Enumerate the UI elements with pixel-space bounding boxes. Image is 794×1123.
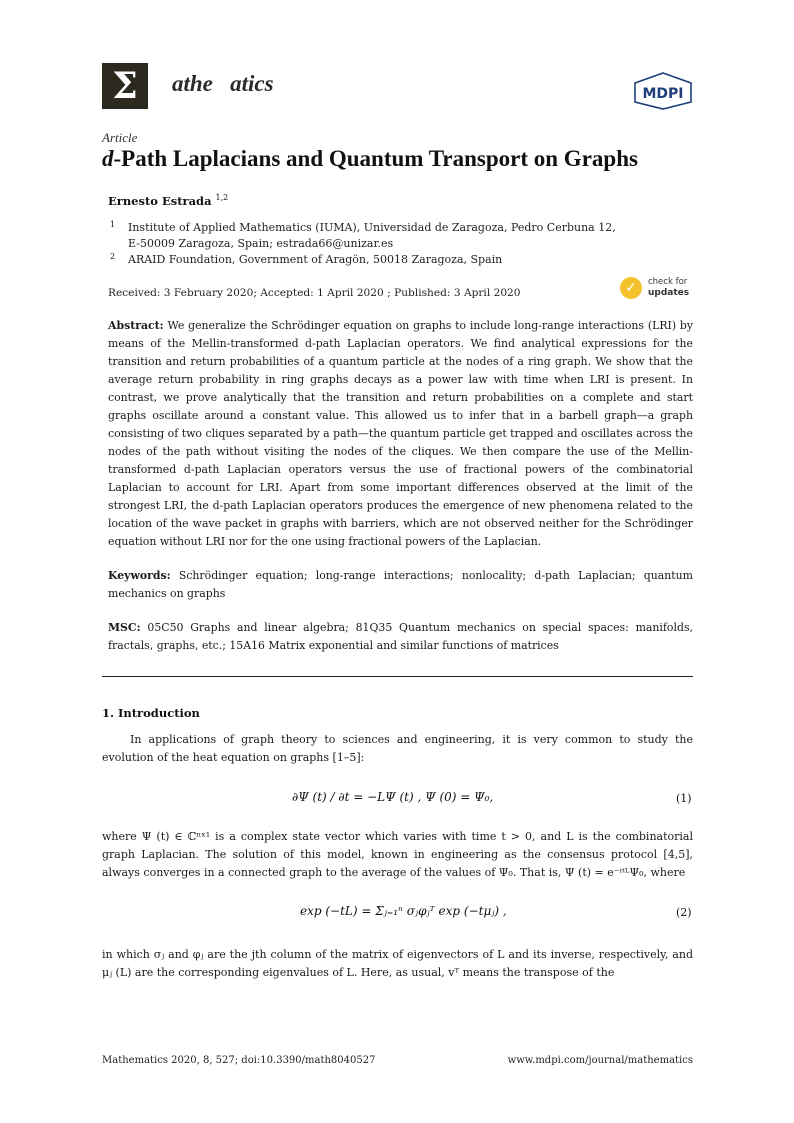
equation-2-number: (2) [676,906,692,919]
intro-paragraph-1: In applications of graph theory to sciences and engineering, it is very common to study the evolution of the heat equation on graphs [1–5]: [102,733,693,764]
affiliation-line: Institute of Applied Mathematics (IUMA), Universidad de Zaragoza, Pedro Cerbuna 12, [128,221,616,234]
affiliation-2 [110,252,670,268]
affiliation-line: E-50009 Zaragoza, Spain; estrada66@unizar.es [128,237,394,250]
keywords-text: Schrödinger equation; long-range interactions; nonlocality; d-path Laplacian; quantum mechanics on graphs [108,569,693,600]
journal-logo [102,63,148,109]
affiliation-number: 1 [110,220,116,229]
section-divider [102,676,693,677]
abstract-label: Abstract: [108,319,164,332]
footer-citation: Mathematics 2020, 8, 527; doi:10.3390/math8040527 [102,1055,376,1066]
journal-name: athe atics [172,71,274,96]
intro-paragraph-3: in which σⱼ and φⱼ are the jth column of the matrix of eigenvectors of L and its inverse, respectively, and μⱼ (L) are the corresponding eigenvalues of L. Here, as usual, vᵀ means the transpose of the [102,948,693,979]
affiliation-1 [110,220,670,252]
intro-paragraph-2: where Ψ (t) ∈ ℂⁿˣ¹ is a complex state vector which varies with time t > 0, and L is the combinatorial graph Laplacian. The solution of this model, known in engineering as the consensus protocol [4,5], always converges in a connected graph to the average of the values of Ψ₀. That is, Ψ (t) = e⁻ᶦᵗᴸΨ₀, where [102,830,693,879]
check-for-updates-badge[interactable] [620,275,694,303]
mdpi-logo[interactable] [633,72,693,110]
abstract-text: We generalize the Schrödinger equation on graphs to include long-range interactions (LRI) by means of the Mellin-transformed d-path Laplacian operators. We find analytical expressions for the transition and return probabilities of a quantum particle at the nodes of a ring graph. We show that the average return probability in ring graphs decays as a power law with time when LRI is present. In contrast, we prove analytically that the transition and return probabilities on a complete and start graphs oscillate around a constant value. This allowed us to infer that in a barbell graph—a graph consisting of two cliques separated by a path—the quantum particle get trapped and oscillates across the nodes of the path without visiting the nodes of the cliques. We then compare the use of the Mellin-transformed d-path Laplacian operators versus the use of fractional powers of the combinatorial Laplacian to account for LRI. Apart from some important differences observed at the limit of the strongest LRI, the d-path Laplacian operators produces the emergence of new phenomena related to the location of the wave packet in graphs with barriers, which are not observed neither for the Schrödinger equation without LRI nor for the one using fractional powers of the Laplacian. [108,319,694,548]
section-heading: 1. Introduction [102,706,200,720]
author-affiliation-marks: 1,2 [215,193,229,202]
affiliation-line: ARAID Foundation, Government of Aragön, 50018 Zaragoza, Spain [128,253,503,266]
footer-url[interactable]: www.mdpi.com/journal/mathematics [507,1055,693,1066]
keywords-label: Keywords: [108,569,171,582]
affiliation-number: 2 [110,252,116,261]
equation-1-number: (1) [676,792,692,805]
sigma-icon: Σ [112,65,138,107]
title-prefix: d [102,146,114,171]
msc-label: MSC: [108,621,141,634]
author-name: Ernesto Estrada [108,193,212,208]
publication-dates: Received: 3 February 2020; Accepted: 1 April 2020 ; Published: 3 April 2020 [108,287,521,299]
equation-2: exp (−tL) = Σⱼ₌₁ⁿ σⱼφⱼᵀ exp (−tμⱼ) , [300,904,507,918]
equation-1: ∂Ψ (t) / ∂t = −LΨ (t) , Ψ (0) = Ψ₀, [292,790,494,804]
article-type: Article [102,130,138,145]
author[interactable] [108,193,228,208]
msc-codes [108,619,693,655]
keywords [108,567,693,603]
msc-text: 05C50 Graphs and linear algebra; 81Q35 Quantum mechanics on special spaces: manifolds, fractals, graphs, etc.; 15A16 Matrix exponential and similar functions of matrices [108,621,693,652]
title-text: -Path Laplacians and Quantum Transport on Graphs [113,146,638,171]
check-for-label: check for [648,277,688,287]
publisher-name: MDPI [642,86,684,102]
article-title [102,146,638,172]
updates-label: updates [648,288,690,298]
checkmark-icon: ✓ [620,277,642,299]
abstract [108,317,693,551]
